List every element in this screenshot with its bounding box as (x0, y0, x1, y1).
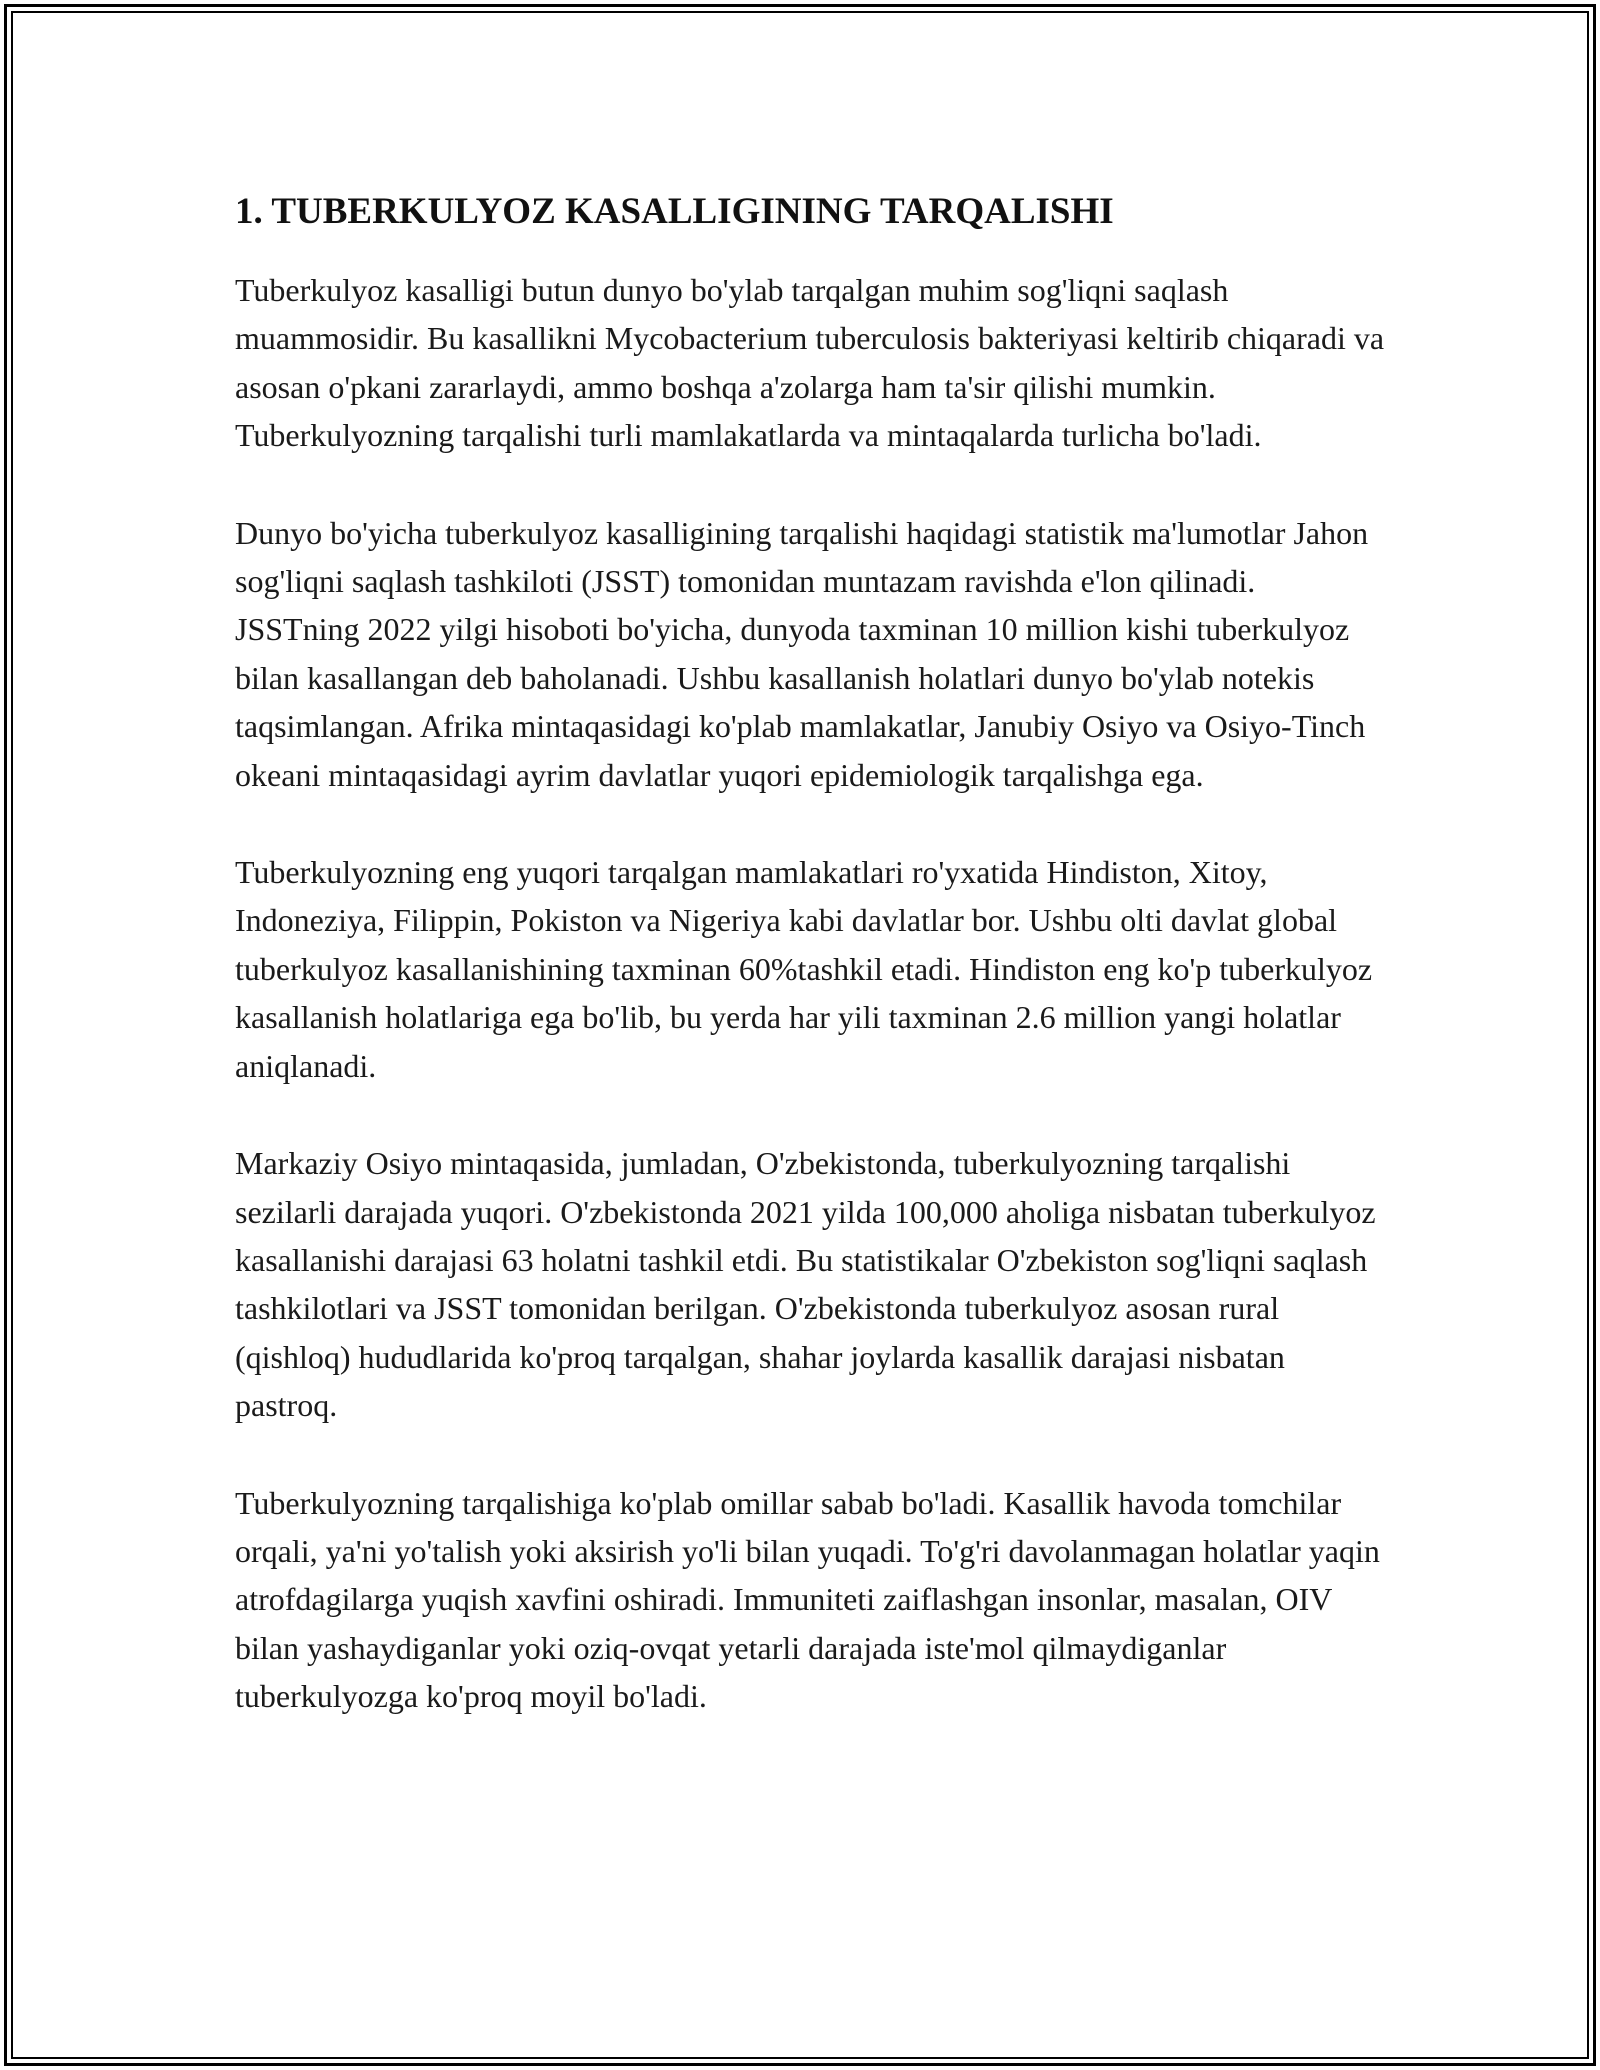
paragraph-5: Tuberkulyozning tarqalishiga ko'plab omillar sabab bo'ladi. Kasallik havoda tomchilar orqali, ya'ni yo'talish yoki aksirish yo'li bilan yuqadi. To'g'ri davolanmagan holatlar yaqin atrofdagilarga yuqish xavfini oshiradi. Immuniteti zaiflashgan insonlar, masalan, OIV bilan yashaydiganlar yoki oziq-ovqat yetarli darajada iste'mol qilmaydiganlar tuberkulyozga ko'proq moyil bo'ladi. (235, 1484, 1380, 1715)
paragraph-2: Dunyo bo'yicha tuberkulyoz kasalligining tarqalishi haqidagi statistik ma'lumotlar Jahon sog'liqni saqlash tashkiloti (JSST) tomonidan muntazam ravishda e'lon qilinadi. JSSTning 2022 yilgi hisoboti bo'yicha, dunyoda taxminan 10 million kishi tuberkulyoz bilan kasallangan deb baholanadi. Ushbu kasallanish holatlari dunyo bo'ylab notekis taqsimlangan. Afrika mintaqasidagi ko'plab mamlakatlar, Janubiy Osiyo va Osiyo-Tinch okeani mintaqasidagi ayrim davlatlar yuqori epidemiologik tarqalishga ega. (235, 514, 1369, 793)
paragraph-1: Tuberkulyoz kasalligi butun dunyo bo'ylab tarqalgan muhim sog'liqni saqlash muammosidir. Bu kasallikni Mycobacterium tuberculosis bakteriyasi keltirib chiqaradi va asosan o'pkani zararlaydi, ammo boshqa a'zolarga ham ta'sir qilishi mumkin. Tuberkulyozning tarqalishi turli mamlakatlarda va mintaqalarda turlicha bo'ladi. (235, 272, 1385, 454)
paragraph-4: Markaziy Osiyo mintaqasida, jumladan, O'zbekistonda, tuberkulyozning tarqalishi sezilarli darajada yuqori. O'zbekistonda 2021 yilda 100,000 aholiga nisbatan tuberkulyoz kasallanishi darajasi 63 holatni tashkil etdi. Bu statistikalar O'zbekiston sog'liqni saqlash tashkilotlari va JSST tomonidan berilgan. O'zbekistonda tuberkulyoz asosan rural (qishloq) hududlarida ko'proq tarqalgan, shahar joylarda kasallik darajasi nisbatan pastroq. (235, 1145, 1376, 1424)
document-body (235, 188, 1385, 1770)
paragraph-3: Tuberkulyozning eng yuqori tarqalgan mamlakatlari ro'yxatida Hindiston, Xitoy, Indoneziya, Filippin, Pokiston va Nigeriya kabi davlatlar bor. Ushbu olti davlat global tuberkulyoz kasallanishining taxminan 60%tashkil etadi. Hindiston eng ko'p tuberkulyoz kasallanish holatlariga ega bo'lib, bu yerda har yili taxminan 2.6 million yangi holatlar aniqlanadi. (235, 854, 1373, 1084)
section-title: 1. TUBERKULYOZ KASALLIGINING TARQALISHI (235, 191, 1114, 232)
